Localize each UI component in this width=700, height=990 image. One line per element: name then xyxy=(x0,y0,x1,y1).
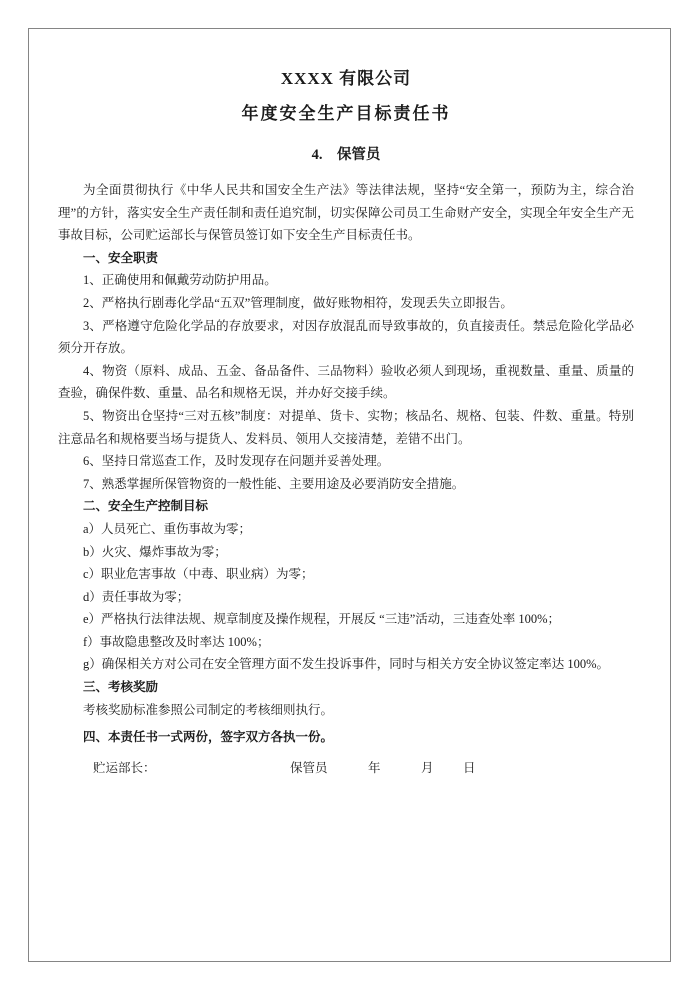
section-2-heading: 二、安全生产控制目标 xyxy=(83,499,209,514)
list-item: d）责任事故为零； xyxy=(83,589,190,604)
signature-keeper-label: 保管员 xyxy=(290,760,328,775)
list-item: 5、物资出仓坚持“三对五核”制度：对提单、货卡、实物；核品名、规格、包装、件数、重量。特别注意品名和规格要当场与提货人、发料员、领用人交接清楚，差错不出门。 xyxy=(58,408,634,446)
signature-month-label: 月 xyxy=(421,760,434,775)
list-item: e）严格执行法律法规、规章制度及操作规程，开展反 “三违”活动，三违查处率 100%； xyxy=(83,612,561,627)
intro-paragraph: 为全面贯彻执行《中华人民共和国安全生产法》等法律法规，坚持“安全第一，预防为主，综合治理”的方针，落实安全生产责任制和责任追究制，切实保障公司员工生命财产安全，实现全年安全生产无事故目标，公司贮运部长与保管员签订如下安全生产目标责任书。 xyxy=(58,183,634,243)
list-item: b）火灾、爆炸事故为零； xyxy=(83,544,227,559)
document-title: 年度安全生产目标责任书 xyxy=(241,104,451,123)
signature-year-label: 年 xyxy=(368,760,381,775)
section-3-body: 考核奖励标准参照公司制定的考核细则执行。 xyxy=(83,702,334,717)
section-3-heading: 三、考核奖励 xyxy=(83,680,159,695)
list-item: f）事故隐患整改及时率达 100%； xyxy=(83,634,270,649)
signature-day-label: 日 xyxy=(463,760,476,775)
list-item: 3、严格遵守危险化学品的存放要求，对因存放混乱而导致事故的，负直接责任。禁忌危险化学品必须分开存放。 xyxy=(58,318,634,356)
list-item: 1、正确使用和佩戴劳动防护用品。 xyxy=(83,273,277,288)
company-name: XXXX 有限公司 xyxy=(280,69,412,88)
list-item: 4、物资（原料、成品、五金、备品备件、三品物料）验收必须人到现场，重视数量、重量、质量的查验，确保件数、重量、品名和规格无误，并办好交接手续。 xyxy=(58,363,634,401)
section-4-heading: 四、本责任书一式两份，签字双方各执一份。 xyxy=(83,730,334,745)
list-item: g）确保相关方对公司在安全管理方面不发生投诉事件，同时与相关方安全协议签定率达 100%。 xyxy=(83,657,610,672)
list-item: 7、熟悉掌握所保管物资的一般性能、主要用途及必要消防安全措施。 xyxy=(83,476,465,491)
role-heading xyxy=(58,144,634,166)
list-item: a）人员死亡、重伤事故为零； xyxy=(83,521,252,536)
list-item: 2、严格执行剧毒化学品“五双”管理制度，做好账物相符，发现丢失立即报告。 xyxy=(83,295,513,310)
role-name: 保管员 xyxy=(336,147,381,163)
signature-row xyxy=(58,757,634,780)
section-1-heading: 一、安全职责 xyxy=(83,250,159,265)
role-number: 4. xyxy=(311,147,323,163)
signature-dept-label: 贮运部长： xyxy=(93,760,156,775)
list-item: c）职业危害事故（中毒、职业病）为零； xyxy=(83,567,314,582)
list-item: 6、坚持日常巡查工作，及时发现存在问题并妥善处理。 xyxy=(83,454,390,469)
document-content xyxy=(58,66,634,780)
